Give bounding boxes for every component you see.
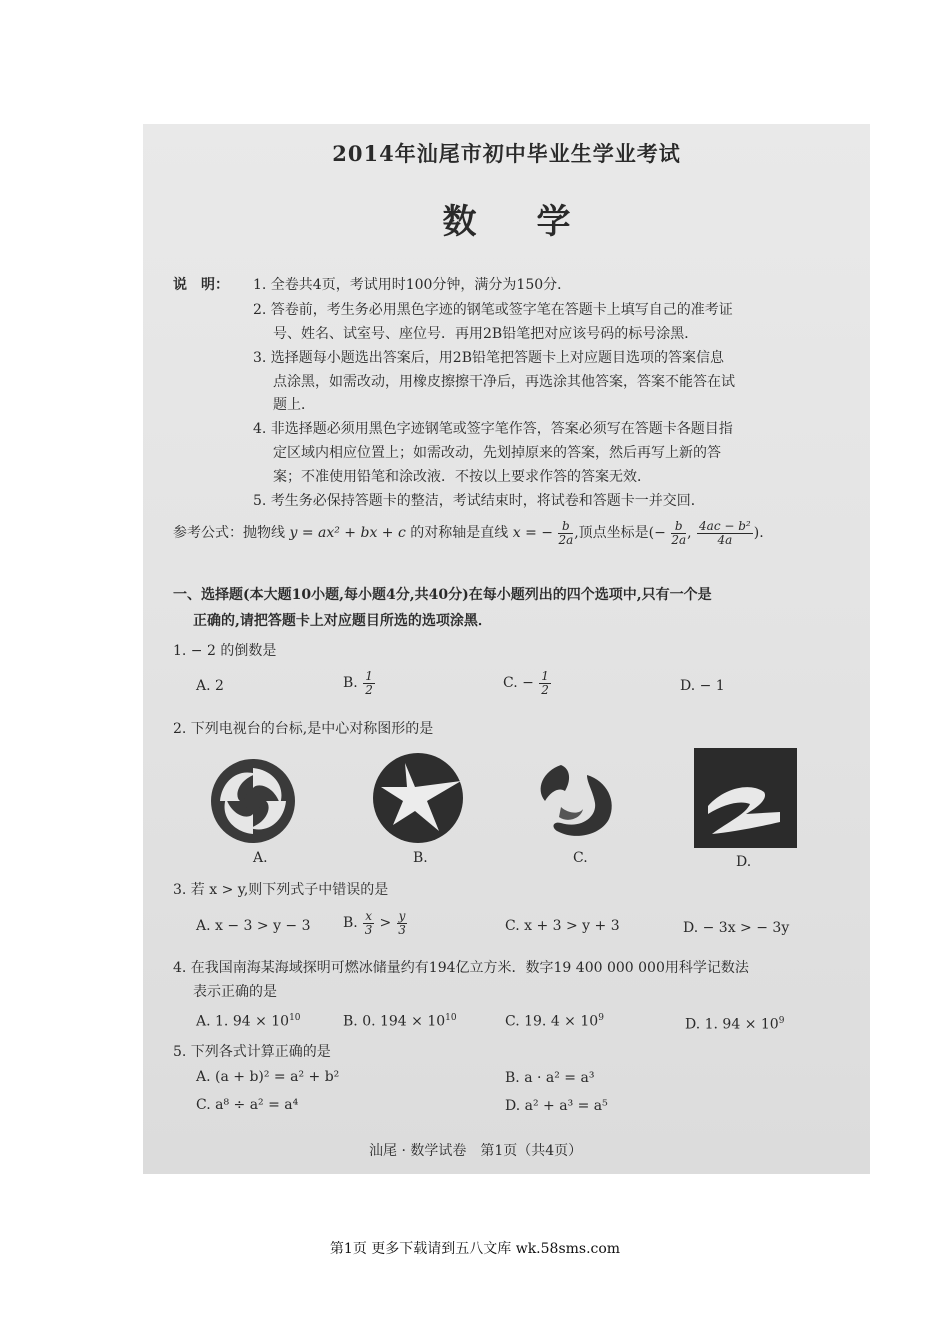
instruction-line: 案；不准使用铅笔和涂改液．不按以上要求作答的答案无效． xyxy=(273,469,651,485)
option-d: D. − 3x > − 3y xyxy=(683,920,790,936)
option-c: C. − $\frac{1}{2}$ xyxy=(503,669,549,697)
tv-logo-star-icon xyxy=(371,751,466,846)
option-b: B. $\frac{x}{3}$ > $\frac{y}{3}$ xyxy=(343,909,406,937)
option-d: D. − 1 xyxy=(680,678,725,694)
logo-label-c: C. xyxy=(573,850,588,866)
logo-label-a: A. xyxy=(253,850,268,866)
question-stem-cont: 表示正确的是 xyxy=(193,984,277,1000)
option-a: A. (a + b)² = a² + b² xyxy=(196,1069,340,1085)
question-stem: 5. 下列各式计算正确的是 xyxy=(173,1044,331,1060)
instruction-line: 3. 选择题每小题选出答案后，用2B铅笔把答题卡上对应题目选项的答案信息 xyxy=(253,350,725,366)
option-a: A. x − 3 > y − 3 xyxy=(196,918,311,934)
instructions-label: 说 明： xyxy=(173,277,229,293)
option-a: A. 1. $94 \times 10^{10}$ xyxy=(196,1013,301,1030)
option-b: B. 0. $194 \times 10^{10}$ xyxy=(343,1013,457,1030)
section-heading-cont: 正确的,请把答题卡上对应题目所选的选项涂黑． xyxy=(193,613,492,629)
option-c: C. 19. $4 \times 10^9$ xyxy=(505,1013,604,1030)
logo-label-b: B. xyxy=(413,850,428,866)
exam-page-footer: 汕尾 · 数学试卷 第1页（共4页） xyxy=(369,1143,583,1159)
tv-logo-swirl-icon xyxy=(208,756,298,846)
option-b: B. $\frac{1}{2}$ xyxy=(343,669,373,697)
option-c: C. x + 3 > y + 3 xyxy=(505,918,620,934)
question-stem: 3. 若 x > y,则下列式子中错误的是 xyxy=(173,882,389,898)
document-footer: 第1页 更多下载请到五八文库 wk.58sms.com xyxy=(329,1241,621,1257)
logo-label-d: D. xyxy=(736,854,752,870)
instruction-line: 5. 考生务必保持答题卡的整洁，考试结束时，将试卷和答题卡一并交回． xyxy=(253,493,705,509)
tv-logo-swoosh-icon xyxy=(531,761,621,841)
tv-logo-square-icon xyxy=(694,748,797,848)
option-a: A. 2 xyxy=(196,678,224,694)
option-d: D. 1. $94 \times 10^9$ xyxy=(685,1016,785,1033)
option-b: B. a · a² = a³ xyxy=(505,1070,595,1086)
section-heading: 一、选择题(本大题10小题,每小题4分,共40分)在每小题列出的四个选项中,只有一个是 xyxy=(173,587,712,603)
exam-title: 2014年汕尾市初中毕业生学业考试 xyxy=(332,141,681,166)
instruction-line: 1. 全卷共4页，考试用时100分钟，满分为150分． xyxy=(253,277,572,293)
instruction-line: 号、姓名、试室号、座位号．再用2B铅笔把对应该号码的标号涂黑． xyxy=(273,326,699,342)
instruction-line: 4. 非选择题必须用黑色字迹钢笔或签字笔作答，答案必须写在答题卡各题目指 xyxy=(253,421,733,437)
option-d: D. a² + a³ = a⁵ xyxy=(505,1098,608,1114)
instruction-line: 题上． xyxy=(273,397,315,413)
instruction-line: 点涂黑，如需改动，用橡皮擦擦干净后，再选涂其他答案，答案不能答在试 xyxy=(273,374,735,390)
question-stem: 2. 下列电视台的台标,是中心对称图形的是 xyxy=(173,721,434,737)
instruction-line: 定区域内相应位置上；如需改动，先划掉原来的答案，然后再写上新的答 xyxy=(273,445,721,461)
exam-subject: 数学 xyxy=(442,202,631,242)
question-stem: 4. 在我国南海某海域探明可燃冰储量约有194亿立方米．数字19 400 000 000用科学记数法 xyxy=(173,960,749,976)
scanned-exam-photo xyxy=(143,124,870,1174)
instruction-line: 2. 答卷前，考生务必用黑色字迹的钢笔或签字笔在答题卡上填写自己的准考证 xyxy=(253,302,733,318)
option-c: C. a⁸ ÷ a² = a⁴ xyxy=(196,1097,299,1113)
question-stem: 1. − 2 的倒数是 xyxy=(173,643,277,659)
reference-formula: 参考公式：抛物线 y = ax² + bx + c 的对称轴是直线 x = − $\frac{b}{2a}$ ,顶点坐标是(− $\frac{b}{2a}$ , $\frac{\text{4ac − b²}}{4a}$ ). xyxy=(173,519,764,547)
